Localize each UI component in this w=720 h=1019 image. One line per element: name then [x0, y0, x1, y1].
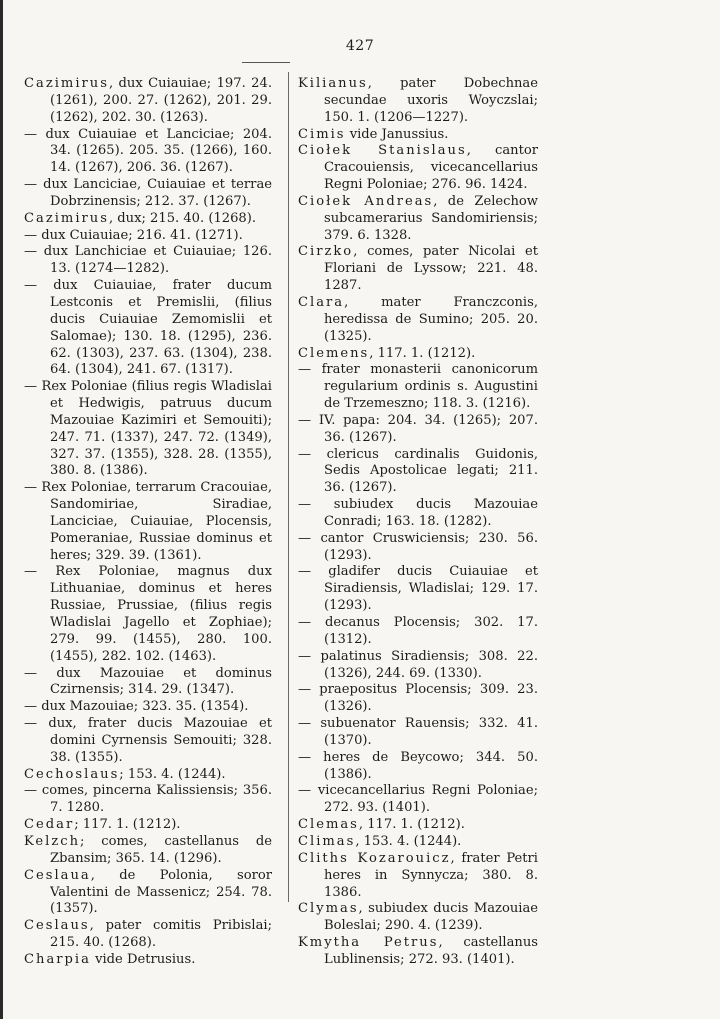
index-entry	[298, 413, 538, 447]
index-entry	[298, 143, 538, 194]
entry-headword: —	[24, 783, 38, 799]
index-entry	[24, 666, 272, 700]
index-entry	[298, 783, 538, 817]
entry-headword: Kilianus	[298, 76, 368, 91]
index-entry	[298, 497, 538, 531]
index-entry	[24, 480, 272, 564]
entry-text: , de Polonia, soror Valentini de Massenicz; 254. 78. (1357).	[50, 867, 272, 917]
entry-headword: —	[24, 278, 38, 294]
entry-headword: Cedar	[24, 817, 75, 833]
entry-text: dux Cuiauiae, frater ducum Lestconis et Premislii, (filius ducis Cuiauiae Zemomislii et Salomae); 130. 18. (1295), 236. 62. (1303), 237. 63. (1304), 238. 64. (1304), 241. 67. (1317).	[37, 278, 272, 378]
index-entry	[298, 564, 538, 615]
entry-text: dux Cuiauiae et Lanciciae; 204. 34. (1265). 205. 35. (1266), 160. 14. (1267), 206. 36. (1267).	[37, 126, 272, 176]
entry-headword: —	[298, 412, 312, 428]
header-rule	[242, 62, 290, 63]
entry-text: , de Zelechow subcamerarius Sandomiriensis; 379. 6. 1328.	[324, 193, 538, 243]
index-entry	[24, 564, 272, 665]
index-entry	[24, 278, 272, 379]
entry-text: dux Lanciciae, Cuiauiae et terrae Dobrzinensis; 212. 37. (1267).	[37, 177, 272, 209]
entry-headword: —	[298, 615, 312, 630]
index-entry	[298, 362, 538, 413]
entry-headword: —	[298, 362, 312, 378]
index-entry	[298, 817, 538, 834]
index-entry	[298, 531, 538, 565]
entry-headword: —	[24, 244, 38, 260]
entry-headword: —	[298, 716, 312, 732]
index-entry	[298, 750, 538, 784]
entry-headword: Cliths Kozarouicz	[298, 850, 451, 866]
entry-text: , cantor Cracouiensis, vicecancellarius Regni Poloniae; 276. 96. 1424.	[324, 143, 538, 193]
entry-headword: Cazimirus	[24, 76, 109, 91]
index-entry	[298, 127, 538, 144]
entry-text: , comes, pater Nicolai et Floriani de Lyssow; 221. 48. 1287.	[324, 244, 538, 294]
entry-headword: Climas	[298, 833, 356, 849]
entry-headword: Clara	[298, 294, 345, 310]
entry-text: , dux; 215. 40. (1268).	[108, 210, 257, 226]
index-entry	[24, 868, 272, 919]
entry-text: decanus Plocensis; 302. 17. (1312).	[311, 615, 538, 647]
entry-text: dux Cuiauiae; 216. 41. (1271).	[37, 227, 243, 243]
entry-text: dux Mazouiae et dominus Czirnensis; 314. 29. (1347).	[37, 665, 272, 698]
index-entry	[24, 783, 272, 817]
entry-text: , mater Franczconis, heredissa de Sumino; 205. 20. (1325).	[324, 294, 538, 344]
entry-text: IV. papa: 204. 34. (1265); 207. 36. (1267).	[311, 412, 538, 445]
entry-text: subiudex ducis Mazouiae Conradi; 163. 18. (1282).	[311, 497, 538, 529]
entry-text: , 117. 1. (1212).	[369, 345, 476, 361]
index-entry	[298, 194, 538, 245]
entry-text: , castellanus Lublinensis; 272. 93. (1401).	[324, 935, 538, 967]
entry-headword: —	[24, 126, 38, 142]
entry-text: ; 117. 1. (1212).	[74, 817, 181, 833]
entry-text: ; comes, castellanus de Zbansim; 365. 14. (1296).	[50, 833, 272, 866]
index-entry	[24, 211, 272, 228]
entry-text: dux, frater ducis Mazouiae et domini Cyrnensis Semouiti; 328. 38. (1355).	[37, 716, 272, 765]
entry-text: praepositus Plocensis; 309. 23. (1326).	[311, 682, 538, 715]
entry-headword: —	[298, 648, 312, 664]
index-entry	[298, 901, 538, 935]
entry-text: , pater Dobechnae secundae uxoris Woyczslai; 150. 1. (1206—1227).	[324, 76, 538, 125]
entry-headword: —	[24, 665, 38, 681]
entry-text: , 153. 4. (1244).	[355, 833, 462, 849]
index-entry	[24, 767, 272, 784]
index-entry	[298, 244, 538, 295]
entry-headword: Clymas	[298, 901, 359, 917]
entry-headword: —	[298, 446, 312, 462]
index-entry	[24, 379, 272, 480]
entry-text: vide Janussius.	[345, 126, 449, 142]
entry-text: gladifer ducis Cuiauiae et Siradiensis, Wladislai; 129. 17. (1293).	[311, 564, 538, 614]
index-entry	[298, 935, 538, 969]
entry-text: ; 153. 4. (1244).	[119, 766, 226, 782]
index-entry	[298, 682, 538, 716]
page-edge	[0, 0, 3, 1019]
entry-text: heres de Beycowo; 344. 50. (1386).	[311, 749, 538, 782]
entry-headword: —	[298, 497, 312, 513]
entry-headword: —	[298, 682, 312, 698]
entry-text: Rex Poloniae, magnus dux Lithuaniae, dominus et heres Russiae, Prussiae, (filius regis Wladislai Jagello et Zophiae); 279. 99. (1455), 280. 100. (1455), 282. 102. (1463).	[37, 564, 272, 664]
page-number: 427	[345, 38, 375, 54]
entry-headword: Charpia	[24, 951, 91, 967]
entry-headword: —	[298, 530, 312, 546]
entry-headword: Kelzch	[24, 833, 81, 849]
index-entry	[24, 699, 272, 716]
entry-headword: Ceslaua	[24, 867, 91, 883]
index-entry	[298, 76, 538, 127]
entry-headword: —	[298, 749, 312, 765]
entry-headword: Cazimirus	[24, 210, 109, 226]
entry-headword: Ceslaus	[24, 918, 90, 934]
index-entry	[24, 834, 272, 868]
entry-headword: Cechoslaus	[24, 766, 120, 782]
entry-headword: Kmytha Petrus	[298, 935, 439, 951]
entry-text: palatinus Siradiensis; 308. 22. (1326), 244. 69. (1330).	[311, 648, 538, 681]
entry-text: , pater comitis Pribislai; 215. 40. (1268).	[50, 918, 272, 951]
index-entry	[24, 817, 272, 834]
index-entry	[24, 228, 272, 245]
entry-headword: Ciołek Stanislaus	[298, 143, 467, 159]
entry-text: , dux Cuiauiae; 197. 24. (1261), 200. 27. (1262), 201. 29. (1262), 202. 30. (1263).	[50, 76, 272, 125]
entry-text: dux Lanchiciae et Cuiauiae; 126. 13. (1274—1282).	[37, 244, 272, 277]
entry-text: vide Detrusius.	[90, 951, 196, 967]
entry-headword: Cirzko	[298, 244, 354, 260]
entry-text: , frater Petri heres in Synnycza; 380. 8. 1386.	[324, 850, 538, 900]
entry-text: comes, pincerna Kalissiensis; 356. 7. 1280.	[37, 783, 272, 816]
index-entry	[298, 851, 538, 902]
index-entry	[24, 952, 272, 969]
entry-text: , subiudex ducis Mazouiae Boleslai; 290. 4. (1239).	[324, 901, 538, 934]
entry-headword: Cimis	[298, 126, 346, 142]
index-entry	[24, 76, 272, 127]
column-divider	[288, 72, 289, 902]
index-entry	[298, 716, 538, 750]
entry-headword: —	[24, 480, 38, 496]
entry-headword: —	[24, 716, 38, 732]
index-entry	[298, 447, 538, 498]
index-entry	[298, 649, 538, 683]
index-entry	[24, 177, 272, 211]
index-entry	[298, 615, 538, 649]
entry-headword: —	[24, 177, 38, 193]
entry-headword: —	[24, 379, 38, 395]
right-column	[298, 76, 538, 969]
index-entry	[298, 834, 538, 851]
left-column	[24, 76, 272, 969]
index-entry	[24, 918, 272, 952]
entry-headword: Clemens	[298, 345, 370, 361]
entry-headword: —	[298, 564, 312, 580]
entry-text: Rex Poloniae, terrarum Cracouiae, Sandomiriae, Siradiae, Lanciciae, Cuiauiae, Plocensis, Pomeraniae, Russiae dominus et heres; 329. 39. (1361).	[37, 480, 272, 563]
entry-headword: —	[24, 564, 38, 580]
index-entry	[24, 716, 272, 767]
entry-headword: —	[298, 783, 312, 799]
index-entry	[24, 244, 272, 278]
entry-text: Rex Poloniae (filius regis Wladislai et Hedwigis, patruus ducum Mazouiae Kazimiri et Semouiti); 247. 71. (1337), 247. 72. (1349), 327. 37. (1355), 328. 28. (1355), 380. 8. (1386).	[37, 379, 272, 479]
entry-headword: —	[24, 699, 38, 715]
entry-headword: Clemas	[298, 817, 359, 833]
entry-headword: Ciołek Andreas	[298, 193, 434, 209]
index-entry	[24, 127, 272, 178]
index-entry	[298, 346, 538, 363]
entry-headword: —	[24, 227, 38, 243]
index-entry	[298, 295, 538, 346]
entry-text: , 117. 1. (1212).	[358, 817, 465, 833]
entry-text: subuenator Rauensis; 332. 41. (1370).	[311, 716, 538, 748]
entry-text: clericus cardinalis Guidonis, Sedis Apostolicae legati; 211. 36. (1267).	[311, 446, 538, 496]
entry-text: dux Mazouiae; 323. 35. (1354).	[37, 699, 249, 715]
entry-text: cantor Cruswiciensis; 230. 56. (1293).	[311, 530, 538, 563]
entry-text: frater monasterii canonicorum regularium ordinis s. Augustini de Trzemeszno; 118. 3. (1216).	[311, 362, 538, 412]
entry-text: vicecancellarius Regni Poloniae; 272. 93. (1401).	[311, 783, 538, 816]
